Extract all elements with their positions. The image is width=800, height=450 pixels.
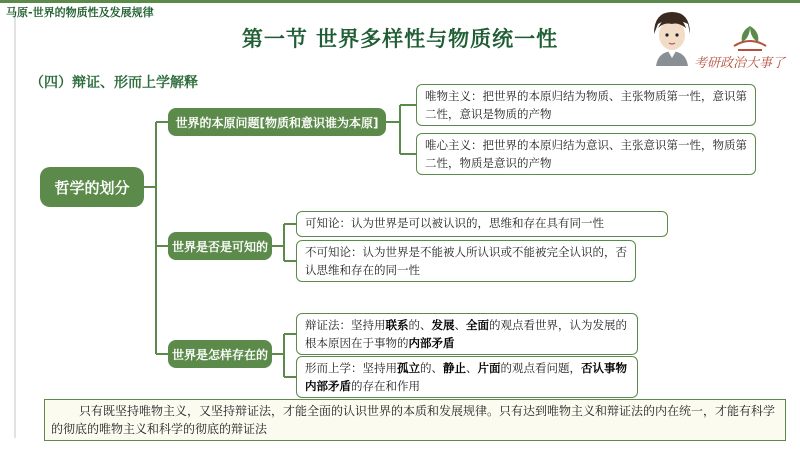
leaf-text: 的观点看世界，认为发展的根本原因在于事物的 [305, 318, 627, 350]
key-term: 联系 [385, 318, 409, 332]
leaf-text: 的观点看问题， [500, 361, 581, 375]
key-term: 全面 [466, 318, 489, 332]
leaf-dialectics [296, 313, 638, 355]
key-term: 否认事物内部矛盾 [305, 361, 627, 393]
page-title: 第一节 世界多样性与物质统一性 [241, 27, 559, 51]
key-term: 内部矛盾 [408, 336, 455, 350]
leaf-text: 、 [466, 361, 478, 375]
branch-existence: 世界是怎样存在的 [168, 340, 272, 368]
leaf-text: 形而上学：坚持用 [305, 361, 397, 375]
branch-world-origin: 世界的本原问题[物质和意识谁为本原] [168, 108, 386, 136]
course-title: 马原-世界的物质性及发展规律 [6, 6, 154, 19]
section-title: （四）辩证、形而上学解释 [30, 75, 198, 91]
key-term: 孤立 [397, 361, 420, 375]
leaf-text: 的、 [408, 318, 432, 332]
leaf-text: 辩证法：坚持用 [305, 318, 386, 332]
summary-text: 只有既坚持唯物主义，又坚持辩证法，才能全面的认识世界的本质和发展规律。只有达到唯物主义和辩证法的内在统一，才能有科学的彻底的唯物主义和科学的彻底的辩证法 [51, 404, 776, 436]
leaf-knowable: 可知论：认为世界是可以被认识的，思维和存在具有同一性 [296, 211, 668, 237]
branch-knowability: 世界是否是可知的 [168, 232, 272, 260]
tree-root: 哲学的划分 [40, 167, 144, 207]
leaf-agnosticism: 不可知论：认为世界是不能被人所认识或不能被完全认识的，否认思维和存在的同一性 [296, 240, 636, 282]
key-term: 静止 [443, 361, 466, 375]
leaf-text: 的存在和作用 [351, 379, 420, 393]
leaf-idealism: 唯心主义：把世界的本原归结为意识、主张意识第一性，物质第二性，物质是意识的产物 [416, 133, 756, 175]
leaf-metaphysics [296, 356, 638, 398]
logo-text: 考研政治大事了 [694, 56, 786, 71]
leaf-materialism: 唯物主义：把世界的本原归结为物质、主张物质第一性，意识第二性，意识是物质的产物 [416, 84, 756, 126]
key-term: 发展 [431, 318, 455, 332]
key-term: 片面 [477, 361, 501, 375]
leaf-text: 、 [454, 318, 466, 332]
summary-box [44, 399, 786, 441]
leaf-text: 的、 [420, 361, 443, 375]
